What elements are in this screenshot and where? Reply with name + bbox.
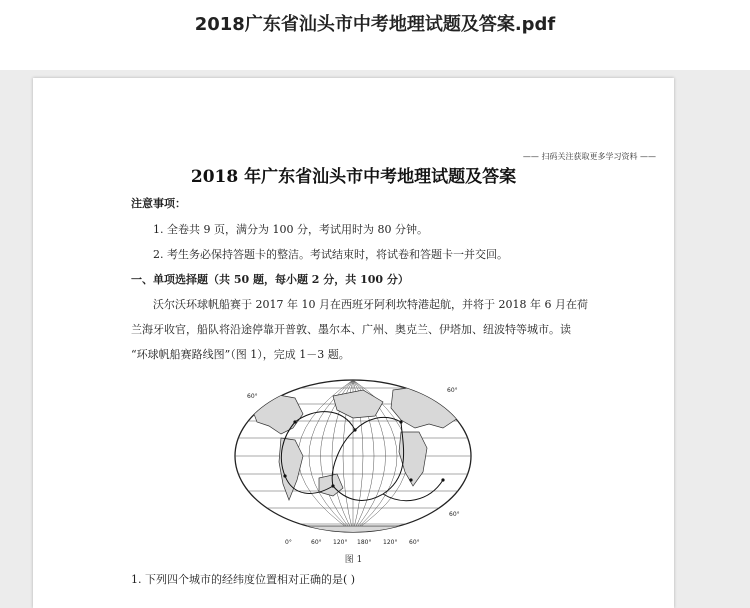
map-label-lon-120: 120° bbox=[333, 539, 348, 546]
file-title: 2018广东省汕头市中考地理试题及答案.pdf bbox=[194, 14, 556, 35]
map-label-lon-60w: 60° bbox=[409, 539, 420, 546]
map-label-lon-0: 0° bbox=[285, 539, 292, 546]
pdf-page bbox=[33, 78, 674, 608]
paragraph-line-3: “环球帆船赛路线图”（图 1），完成 1－3 题。 bbox=[131, 348, 350, 361]
map-graphic bbox=[233, 376, 473, 548]
question-1: 1. 下列四个城市的经纬度位置相对正确的是( ) bbox=[131, 573, 356, 586]
map-label-lon-60: 60° bbox=[311, 539, 322, 546]
map-label-lat-60s-right: 60° bbox=[449, 511, 460, 518]
document-title: 2018 年广东省汕头市中考地理试题及答案 bbox=[190, 167, 517, 187]
map-label-lat-60n-right: 60° bbox=[447, 387, 458, 394]
paragraph-line-2: 兰海牙收官，船队将沿途停靠开普敦、墨尔本、广州、奥克兰、伊塔加、纽波特等城市。读 bbox=[131, 323, 571, 336]
map-label-lon-180: 180° bbox=[357, 539, 372, 546]
map-label-lon-120w: 120° bbox=[383, 539, 398, 546]
notice-heading: 注意事项： bbox=[131, 197, 186, 210]
figure-caption: 图 1 bbox=[344, 555, 363, 565]
paragraph-line-1: 沃尔沃环球帆船赛于 2017 年 10 月在西班牙阿利坎特港起航，并将于 2018 年 6 月在荷 bbox=[153, 298, 588, 311]
notice-item-2: 2. 考生务必保持答题卡的整洁。考试结束时，将试卷和答题卡一并交回。 bbox=[153, 248, 508, 261]
watermark-text: —— 扫码关注获取更多学习资料 —— bbox=[522, 152, 656, 161]
world-route-map bbox=[233, 376, 473, 548]
notice-item-1: 1. 全卷共 9 页，满分为 100 分，考试用时为 80 分钟。 bbox=[153, 223, 428, 236]
viewer-header bbox=[0, 0, 750, 70]
section-heading: 一、单项选择题（共 50 题，每小题 2 分，共 100 分） bbox=[131, 273, 409, 286]
map-label-lat-60n-left: 60° bbox=[247, 393, 258, 400]
